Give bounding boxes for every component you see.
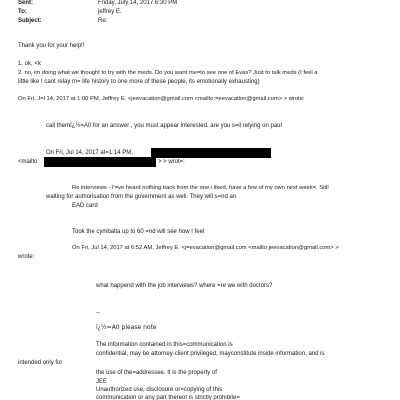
reply-line-2b: little like I cant relay m= life history to one more of these people, its emotionally exhausting)	[18, 79, 260, 85]
confidentiality-line-7: communication or any part thereof is strictly prohibite=	[96, 395, 240, 400]
quote-header-2: On Fri, Jul 14, 2017 at=1:14 PM,	[46, 150, 133, 156]
mailto-end: > > wrot=:	[158, 159, 185, 165]
redaction-bar	[151, 148, 271, 158]
mailto-start: <mailto	[18, 159, 38, 165]
reply-line-2a: 2. no, im doing what we thought to try with the meds. Do you want me=to see one of Evas? Just to talk meds (I feel a	[18, 70, 318, 76]
subject-label: Subject:	[18, 18, 42, 24]
redaction-bar	[44, 157, 156, 167]
to-value: jeffrey E.	[98, 9, 122, 15]
interviews-line-b: waiting for authorisation from the government as well. They will s=nd an	[46, 194, 237, 200]
signature-dashes: --	[96, 310, 100, 316]
confidentiality-line-3: intended only for	[18, 360, 63, 366]
quote-header-3: On Fri, Jul 14, 2017 at 6:52 AM, Jeffrey E. <j=evacation@gmail.com <mailto:jeevacation@gmail.com> >	[72, 245, 339, 251]
confidentiality-line-2: confidential, may be attorney-client privileged, mayconstitute inside information, and is	[96, 351, 325, 357]
cymbalta-line: Took the cymbalta up to 60 =nd will see how I feel	[72, 229, 205, 235]
confidentiality-line-6: Unauthorized use, disclosure or=copying of this	[96, 387, 223, 393]
subject-value: Re:	[98, 18, 108, 24]
confidentiality-line-5: JEE	[96, 379, 108, 385]
please-note-line: ï¿½=A0 please note	[96, 324, 157, 331]
confidentiality-line-4: the use of the=addressee. It is the property of	[96, 370, 217, 376]
reply-call-them: call themï¿½=A0 for an answer , you must appear interested. are you s=il relying on paul	[46, 123, 282, 129]
to-label: To:	[18, 9, 27, 15]
sent-value: Friday, July 14, 2017 6:30 PM	[98, 0, 178, 6]
wrote-line: wrote:	[18, 254, 35, 260]
thanks-line: Thank you for your help!!	[18, 43, 85, 49]
job-interviews-line: what happend with the job interviews? where =re we with doctors?	[96, 283, 273, 289]
confidentiality-line-1: The information contained in this=communication is	[96, 342, 233, 348]
sent-label: Sent:	[18, 0, 33, 6]
interviews-line-a: Re interviews - I'=ve heard nothing back from the one i liked, have a few of my own next week=. Still	[72, 185, 329, 191]
reply-line-1: 1. ok, <k	[18, 61, 41, 67]
ead-card-line: EAD card	[72, 203, 98, 209]
quote-header-1: On Fri, J=l 14, 2017 at 1:00 PM, Jeffrey E. <jeevacation@gmail.com <mailto:=eevacation@gmail.com> > wrote:	[18, 96, 305, 102]
